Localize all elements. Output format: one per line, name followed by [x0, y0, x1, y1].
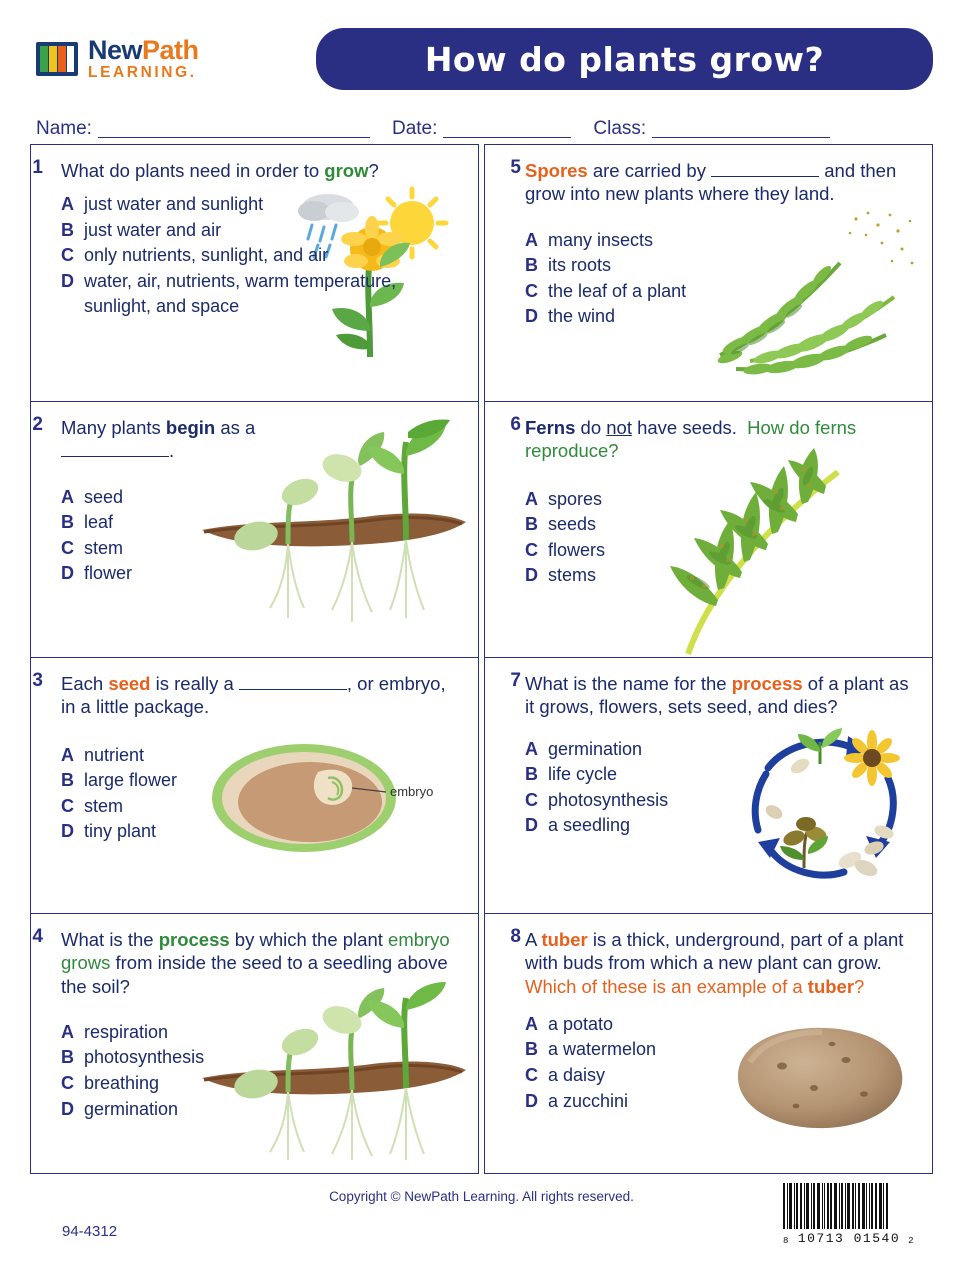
- choice-text: photosynthesis: [548, 789, 669, 810]
- choice-d[interactable]: [525, 304, 918, 330]
- choice-letter: C: [61, 537, 74, 558]
- question-number: 1: [32, 157, 43, 178]
- choice-c[interactable]: [525, 538, 918, 564]
- choice-list: [525, 1012, 918, 1114]
- choice-letter: D: [525, 565, 538, 586]
- question-stem: Ferns do not have seeds. How do ferns reproduce?: [525, 417, 857, 462]
- choice-d[interactable]: [525, 563, 918, 589]
- choice-text: a watermelon: [548, 1039, 657, 1060]
- choice-text: life cycle: [548, 764, 618, 785]
- question-stem: A tuber is a thick, underground, part of a plant with buds from which a new plant can grow. Which of these is an example of a tuber?: [525, 929, 904, 997]
- question-8: [484, 914, 933, 1174]
- choice-b[interactable]: [525, 1037, 918, 1063]
- choice-text: many insects: [548, 229, 654, 250]
- logo-name-part2: Path: [142, 35, 199, 66]
- choice-d[interactable]: [61, 1097, 464, 1123]
- question-3: [30, 658, 479, 914]
- question-stem: What do plants need in order to grow?: [61, 160, 379, 181]
- choice-list: [61, 1020, 464, 1122]
- choice-text: stem: [84, 537, 124, 558]
- title-banner: [316, 28, 933, 90]
- question-number: 7: [510, 670, 521, 691]
- question-column-left: [30, 144, 479, 1174]
- choice-c[interactable]: [61, 1071, 464, 1097]
- choice-c[interactable]: [525, 1063, 918, 1089]
- choice-text: nutrient: [84, 744, 145, 765]
- question-number: 5: [510, 157, 521, 178]
- choice-text: germination: [84, 1098, 179, 1119]
- choice-text: water, air, nutrients, warm temperature, sunlight, and space: [84, 270, 397, 317]
- choice-letter: C: [525, 280, 538, 301]
- question-stem: Many plants begin as a .: [61, 417, 256, 462]
- choice-letter: D: [525, 306, 538, 327]
- barcode-left-digit: 8: [783, 1236, 790, 1246]
- choice-letter: D: [525, 1090, 538, 1111]
- choice-c[interactable]: [61, 794, 464, 820]
- question-6: [484, 402, 933, 658]
- question-number: 8: [510, 926, 521, 947]
- question-stem: What is the name for the process of a plant as it grows, flowers, sets seed, and dies?: [525, 673, 909, 718]
- choice-list: [525, 487, 918, 589]
- name-label: Name:: [36, 118, 92, 139]
- choice-c[interactable]: [61, 243, 464, 269]
- choice-letter: A: [61, 1021, 74, 1042]
- choice-letter: C: [525, 1064, 538, 1085]
- page-footer: [0, 1181, 963, 1273]
- choice-b[interactable]: [61, 768, 464, 794]
- choice-letter: C: [61, 1072, 74, 1093]
- choice-letter: B: [61, 219, 74, 240]
- student-info-row: [0, 96, 963, 140]
- choice-letter: B: [525, 764, 538, 785]
- choice-letter: C: [525, 539, 538, 560]
- barcode: [783, 1183, 915, 1246]
- question-1: [30, 144, 479, 402]
- date-label: Date:: [391, 118, 438, 139]
- choice-c[interactable]: [61, 536, 464, 562]
- choice-text: the wind: [548, 306, 616, 327]
- choice-d[interactable]: [525, 813, 918, 839]
- choice-letter: D: [61, 1098, 74, 1119]
- choice-a[interactable]: [61, 192, 464, 218]
- choice-text: breathing: [84, 1072, 160, 1093]
- date-input[interactable]: [443, 121, 571, 138]
- choice-letter: A: [61, 486, 74, 507]
- choice-list: [61, 485, 464, 587]
- choice-text: flower: [84, 563, 133, 584]
- choice-text: spores: [548, 488, 603, 509]
- choice-text: a daisy: [548, 1064, 606, 1085]
- choice-list: [525, 737, 918, 839]
- copyright-text: Copyright © NewPath Learning. All rights reserved.: [329, 1189, 634, 1204]
- choice-letter: A: [525, 488, 538, 509]
- choice-b[interactable]: [61, 510, 464, 536]
- choice-letter: B: [525, 1039, 538, 1060]
- question-number: 3: [32, 670, 43, 691]
- choice-letter: C: [61, 245, 74, 266]
- choice-a[interactable]: [525, 737, 918, 763]
- page-header: [0, 0, 963, 96]
- choice-text: flowers: [548, 539, 606, 560]
- sku-number: 94-4312: [62, 1223, 118, 1240]
- logo-name-part1: New: [88, 35, 143, 66]
- choice-letter: A: [61, 194, 74, 215]
- choice-list: [525, 228, 918, 330]
- choice-letter: D: [61, 270, 74, 291]
- choice-text: stems: [548, 565, 597, 586]
- choice-letter: C: [525, 789, 538, 810]
- choice-text: germination: [548, 738, 643, 759]
- choice-text: leaf: [84, 512, 114, 533]
- choice-a[interactable]: [61, 743, 464, 769]
- barcode-bars: [783, 1183, 915, 1229]
- choice-a[interactable]: [61, 485, 464, 511]
- choice-text: the leaf of a plant: [548, 280, 687, 301]
- book-icon: [34, 36, 80, 82]
- question-2: [30, 402, 479, 658]
- choice-c[interactable]: [525, 788, 918, 814]
- choice-letter: D: [525, 815, 538, 836]
- choice-letter: B: [525, 255, 538, 276]
- choice-d[interactable]: [61, 819, 464, 845]
- newpath-logo: [34, 36, 282, 82]
- logo-wordmark: [88, 37, 199, 81]
- choice-letter: B: [61, 512, 74, 533]
- choice-letter: B: [525, 514, 538, 535]
- question-5: [484, 144, 933, 402]
- choice-list: [61, 192, 464, 320]
- choice-letter: C: [61, 795, 74, 816]
- question-column-right: [484, 144, 933, 1174]
- choice-b[interactable]: [525, 512, 918, 538]
- choice-text: large flower: [84, 770, 178, 791]
- choice-a[interactable]: [525, 1012, 918, 1038]
- choice-text: a seedling: [548, 815, 631, 836]
- choice-letter: D: [61, 563, 74, 584]
- choice-c[interactable]: [525, 279, 918, 305]
- choice-text: respiration: [84, 1021, 169, 1042]
- choice-a[interactable]: [61, 1020, 464, 1046]
- choice-letter: B: [61, 1047, 74, 1068]
- choice-b[interactable]: [525, 762, 918, 788]
- class-label: Class:: [593, 118, 647, 139]
- choice-d[interactable]: [61, 561, 464, 587]
- choice-text: only nutrients, sunlight, and air: [84, 245, 329, 266]
- choice-text: just water and air: [84, 219, 222, 240]
- page-title: How do plants grow?: [424, 39, 825, 79]
- choice-text: a zucchini: [548, 1090, 629, 1111]
- question-number: 2: [32, 414, 43, 435]
- choice-list: [61, 743, 464, 845]
- choice-text: photosynthesis: [84, 1047, 205, 1068]
- choice-letter: B: [61, 770, 74, 791]
- name-input[interactable]: [98, 121, 370, 138]
- choice-text: tiny plant: [84, 821, 157, 842]
- question-number: 4: [32, 926, 43, 947]
- choice-b[interactable]: [61, 1045, 464, 1071]
- choice-b[interactable]: [61, 218, 464, 244]
- barcode-main-digits: 10713 01540: [797, 1231, 901, 1246]
- choice-letter: A: [61, 744, 74, 765]
- choice-d[interactable]: [525, 1089, 918, 1115]
- question-stem: Spores are carried by and then grow into new plants where they land.: [525, 160, 897, 205]
- question-4: [30, 914, 479, 1174]
- choice-text: its roots: [548, 255, 612, 276]
- choice-d[interactable]: [61, 269, 464, 320]
- choice-letter: A: [525, 738, 538, 759]
- choice-letter: A: [525, 229, 538, 250]
- choice-b[interactable]: [525, 253, 918, 279]
- question-grid: [0, 140, 963, 1174]
- logo-subtitle: LEARNING.: [88, 64, 197, 82]
- choice-text: just water and sunlight: [84, 194, 264, 215]
- embryo-label: embryo: [390, 784, 434, 799]
- question-7: [484, 658, 933, 914]
- question-stem: What is the process by which the plant embryo grows from inside the seed to a seedling above the soil?: [61, 929, 450, 997]
- class-input[interactable]: [652, 121, 830, 138]
- choice-text: seeds: [548, 514, 597, 535]
- choice-letter: D: [61, 821, 74, 842]
- choice-a[interactable]: [525, 228, 918, 254]
- choice-a[interactable]: [525, 487, 918, 513]
- choice-text: stem: [84, 795, 124, 816]
- question-stem: Each seed is really a , or embryo, in a little package.: [61, 673, 446, 718]
- barcode-right-digit: 2: [908, 1236, 915, 1246]
- choice-text: seed: [84, 486, 124, 507]
- choice-letter: A: [525, 1013, 538, 1034]
- choice-text: a potato: [548, 1013, 614, 1034]
- question-number: 6: [510, 414, 521, 435]
